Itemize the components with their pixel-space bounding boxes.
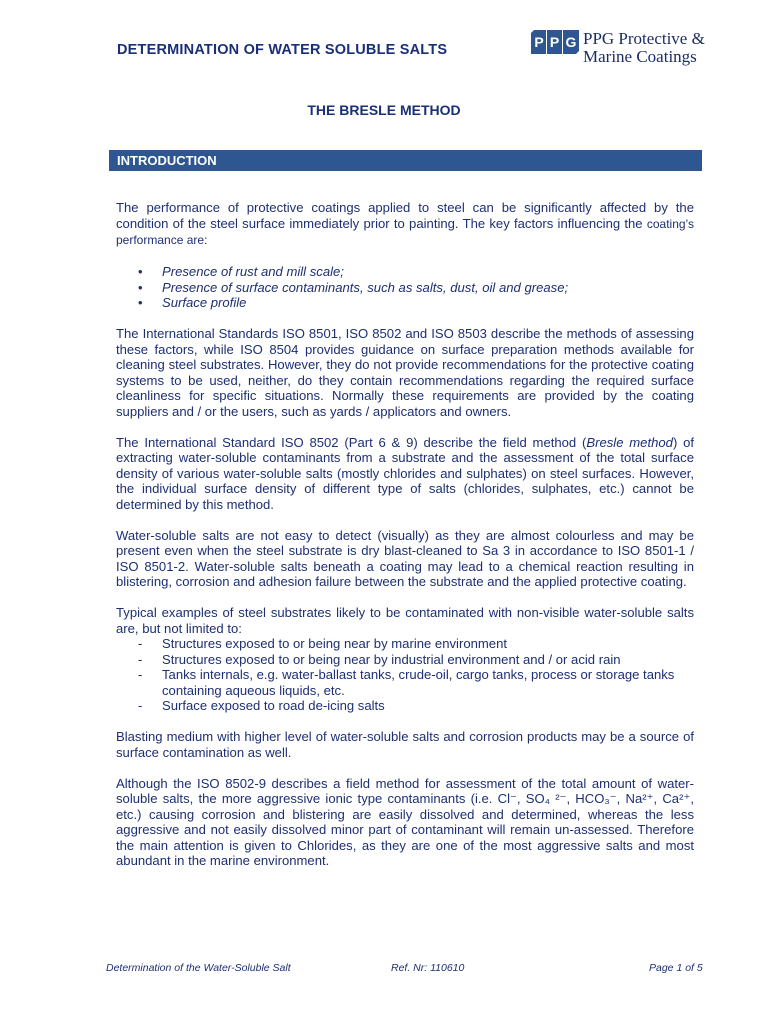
ppg-logo: [531, 30, 721, 72]
document-body: [116, 200, 694, 884]
ppg-logo-text: [583, 30, 705, 66]
key-factors-list: [116, 264, 694, 311]
paragraph-iso-standards: The International Standards ISO 8501, ISO 8502 and ISO 8503 describe the methods of assessing these factors, while ISO 8504 provides guidance on surface preparation methods available for cleaning steel substrates. However, they do not provide recommendations for the protective coating systems to be used, neither, do they contain recommendations regarding the required surface cleanliness for specific situations. Normally these requirements are provided by the coating suppliers and / or the users, such as yards / applicators and owners.: [116, 326, 694, 419]
paragraph-performance-tail: coating’s performance are:: [116, 216, 694, 247]
svg-text:G: G: [565, 34, 577, 50]
list-item: - Structures exposed to or being near by industrial environment and / or acid rain: [116, 652, 694, 668]
paragraph-chlorides: Although the ISO 8502-9 describes a field method for assessment of the total amount of water-soluble salts, the more aggressive ionic type contaminants (i.e. Cl⁻, SO₄ ²⁻, HCO₃⁻, Na²⁺, Ca²⁺, etc.) causing corrosion and blistering are easily dissolved and determined, whereas the less aggressive and not easily dissolved minor part of contaminant will remain un-assessed. Therefore the main attention is given to Chlorides, as they are one of the most aggressive salts and most abundant in the marine environment.: [116, 775, 694, 868]
logo-line-1: PPG Protective &: [583, 29, 705, 48]
svg-text:P: P: [549, 34, 560, 50]
bresle-method-emphasis: Bresle method: [586, 434, 673, 450]
footer-page-number: Page 1 of 5: [649, 962, 703, 974]
paragraph-bresle-text-b: ) of extracting water-soluble contaminants from a substrate and the assessment of the total surface density of various water-soluble salts (mostly chlorides and sulphates) on steel surfaces. However, the individual surface density of different type of salts (chlorides, sulphates, etc.) cannot be determined by this method.: [116, 434, 694, 512]
footer-reference-number: Ref. Nr: 110610: [391, 962, 465, 974]
list-item: - Structures exposed to or being near by marine environment: [116, 636, 694, 652]
logo-line-2: Marine Coatings: [583, 47, 697, 66]
list-item: • Surface profile: [116, 295, 694, 311]
ppg-logo-icon: [531, 30, 579, 54]
paragraph-detection: Water-soluble salts are not easy to detect (visually) as they are almost colourless and may be present even when the steel substrate is dry blast-cleaned to Sa 3 in accordance to ISO 8501-1 / ISO 8501-2. Water-soluble salts beneath a coating may lead to a chemical reaction resulting in blistering, corrosion and adhesion failure between the substrate and the applied protective coating.: [116, 527, 694, 589]
paragraph-blasting-medium: Blasting medium with higher level of water-soluble salts and corrosion products may be a source of surface contamination as well.: [116, 729, 694, 760]
substrate-examples-list: [116, 636, 694, 714]
section-heading-introduction: INTRODUCTION: [109, 150, 702, 171]
paragraph-bresle-text-a: The International Standard ISO 8502 (Part 6 & 9) describe the field method (: [116, 434, 587, 450]
list-item: - Surface exposed to road de-icing salts: [116, 698, 694, 714]
list-item: • Presence of surface contaminants, such as salts, dust, oil and grease;: [116, 280, 694, 296]
list-item: - Tanks internals, e.g. water-ballast tanks, crude-oil, cargo tanks, process or storage tanks containing aqueous liquids, etc.: [116, 667, 694, 698]
document-title: THE BRESLE METHOD: [307, 102, 461, 118]
document-header-title: DETERMINATION OF WATER SOLUBLE SALTS: [117, 42, 448, 58]
paragraph-bresle-method: [116, 435, 694, 513]
svg-text:P: P: [534, 34, 544, 50]
paragraph-performance-text: The performance of protective coatings applied to steel can be significantly affected by the condition of the steel surface immediately prior to painting. The key factors influencing the: [116, 200, 694, 231]
paragraph-performance: [116, 200, 694, 249]
paragraph-typical-examples: Typical examples of steel substrates likely to be contaminated with non-visible water-soluble salts are, but not limited to:: [116, 605, 694, 636]
list-item: • Presence of rust and mill scale;: [116, 264, 694, 280]
footer-document-name: Determination of the Water-Soluble Salt: [106, 962, 291, 974]
